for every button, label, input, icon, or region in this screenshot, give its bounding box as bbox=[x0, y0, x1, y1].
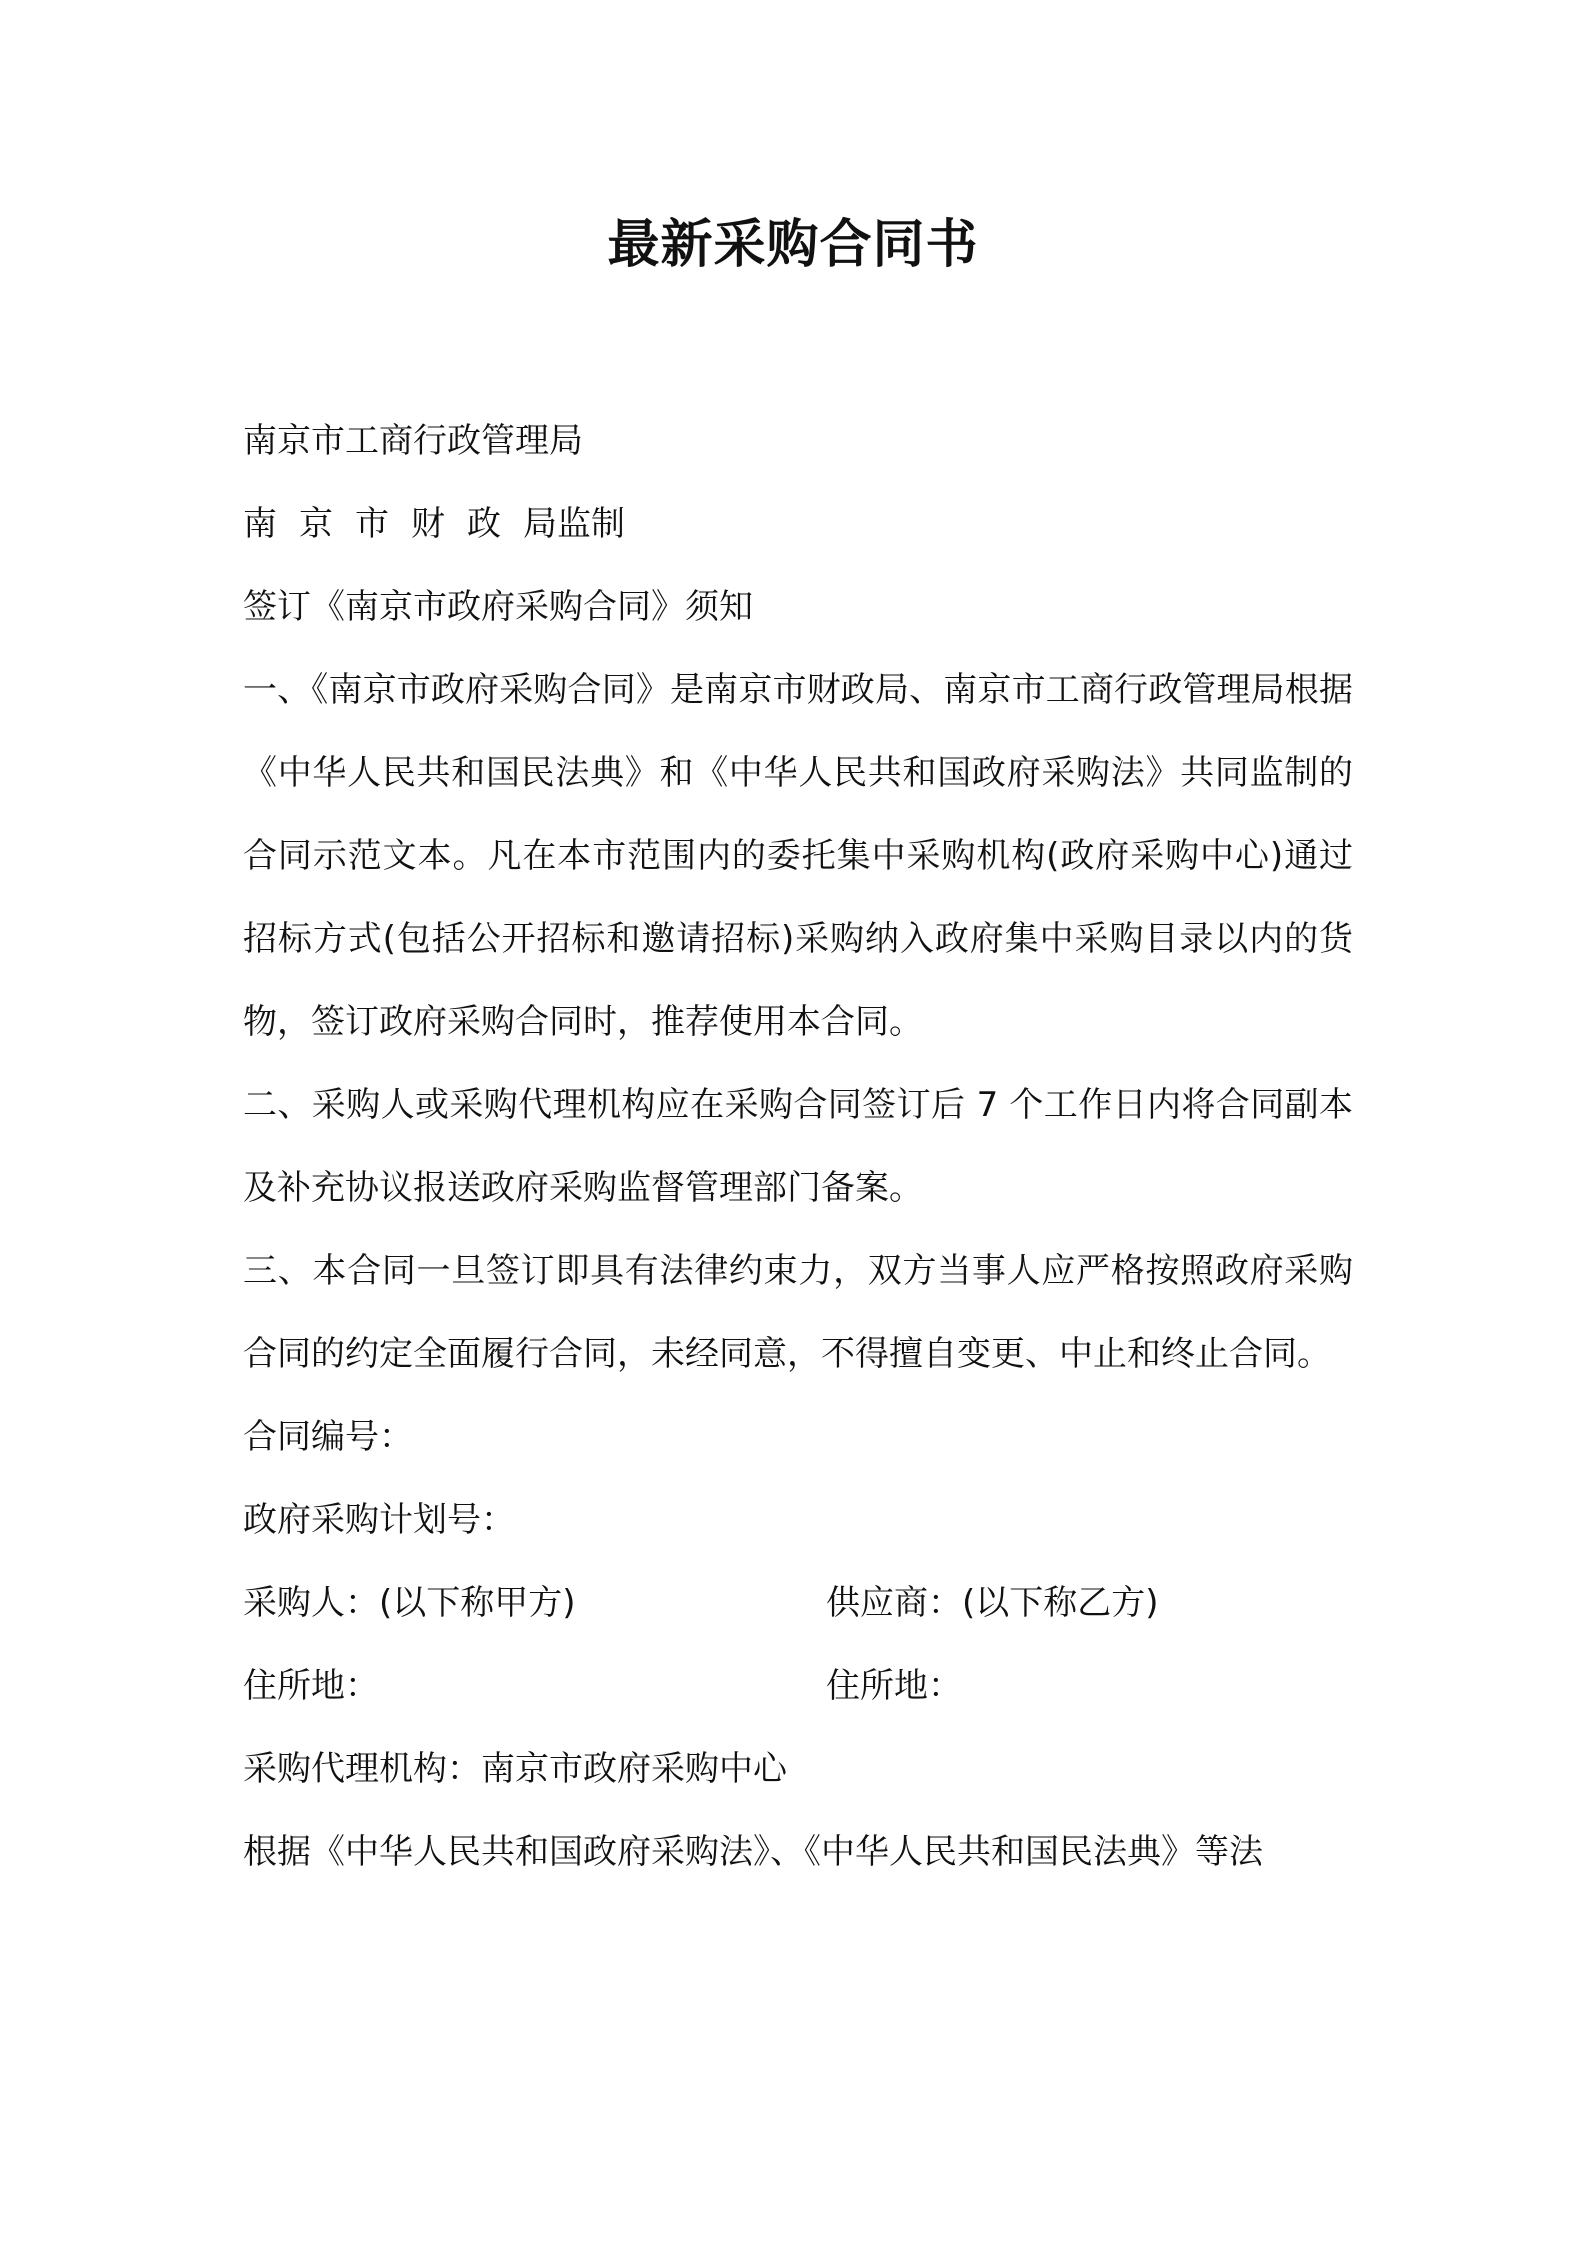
buyer-field: 采购人：(以下称甲方) bbox=[243, 1583, 576, 1623]
paragraph-3: 三、本合同一旦签订即具有法律约束力，双方当事人应严格按照政府采购合同的约定全面履行合同，未经同意，不得擅自变更、中止和终止合同。 bbox=[243, 1251, 1353, 1374]
supplier-field: 供应商：(以下称乙方) bbox=[826, 1583, 1159, 1623]
address-row bbox=[243, 1645, 1353, 1728]
parties-row bbox=[243, 1562, 1353, 1645]
notice-title: 签订《南京市政府采购合同》须知 bbox=[243, 587, 753, 627]
document-body bbox=[243, 400, 1353, 1894]
page-title: 最新采购合同书 bbox=[607, 215, 979, 275]
issuer-line-2-spaced: 南京市财政 bbox=[243, 504, 523, 544]
issuer-line-2-tail: 局监制 bbox=[523, 504, 625, 544]
issuer-line-1: 南京市工商行政管理局 bbox=[243, 421, 583, 461]
paragraph-2: 二、采购人或采购代理机构应在采购合同签订后 7 个工作日内将合同副本及补充协议报送政府采购监督管理部门备案。 bbox=[243, 1085, 1353, 1208]
closing-line: 根据《中华人民共和国政府采购法》、《中华人民共和国民法典》等法 bbox=[243, 1832, 1263, 1872]
issuer-line-2 bbox=[243, 483, 1353, 566]
plan-number-field: 政府采购计划号： bbox=[243, 1500, 515, 1540]
buyer-address-field: 住所地： bbox=[243, 1666, 379, 1706]
agency-field: 采购代理机构：南京市政府采购中心 bbox=[243, 1749, 787, 1789]
paragraph-1: 一、《南京市政府采购合同》是南京市财政局、南京市工商行政管理局根据《中华人民共和国民法典》和《中华人民共和国政府采购法》共同监制的合同示范文本。凡在本市范围内的委托集中采购机构(政府采购中心)通过招标方式(包括公开招标和邀请招标)采购纳入政府集中采购目录以内的货物，签订政府采购合同时，推荐使用本合同。 bbox=[243, 670, 1353, 1042]
contract-number-field: 合同编号： bbox=[243, 1417, 413, 1457]
supplier-address-field: 住所地： bbox=[826, 1666, 962, 1706]
